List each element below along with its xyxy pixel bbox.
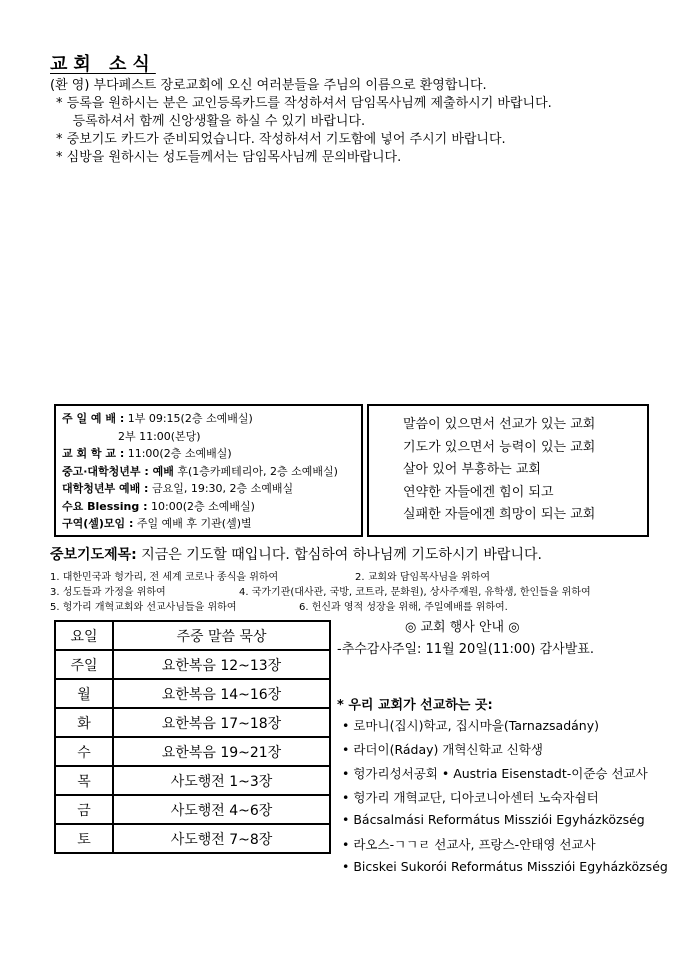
mission-item: • 헝가리 개혁교단, 디아코니아센터 노숙자쉼터: [342, 790, 599, 805]
prayer-heading: 중보기도제목: 지금은 기도할 때입니다. 합심하여 하나님께 기도하시기 바랍니다.: [50, 547, 542, 563]
motto-line: 기도가 있으면서 능력이 있는 교회: [403, 439, 596, 455]
welcome-line: [50, 77, 487, 95]
church-motto-box: [367, 404, 649, 537]
weekly-reading-table: [54, 620, 331, 854]
schedule-row: 2부 11:00(본당): [62, 429, 201, 443]
welcome-text: 부다페스트 장로교회에 오신 여러분들을 주님의 이름으로 환영합니다.: [93, 78, 487, 93]
schedule-row: 대학청년부 예배 : 금요일, 19:30, 2층 소예배실: [62, 482, 294, 495]
worship-schedule-box: [54, 404, 363, 537]
table-row: 주일 요한복음 12~13장: [55, 650, 330, 679]
prayer-row: 5. 헝가리 개혁교회와 선교사님들을 위하여 6. 헌신과 영적 성장을 위해, 주일예배를 위하여.: [50, 602, 508, 613]
mission-item: • Bicskei Sukorói Református Missziói Egyházközség: [342, 859, 668, 874]
schedule-row: 구역(셀)모임 : 주일 예배 후 기관(셀)별: [62, 517, 252, 530]
table-row: 금 사도행전 4~6장: [55, 795, 330, 824]
notice-item: * 등록을 원하시는 분은 교인등록카드를 작성하셔서 담임목사님께 제출하시기 바랍니다.: [56, 96, 552, 111]
schedule-row: 중고·대학청년부 : 예배 후(1층카페테리아, 2층 소예배실): [62, 464, 338, 478]
notice-item: * 심방을 원하시는 성도들께서는 담임목사님께 문의바랍니다.: [56, 150, 402, 165]
mission-item: • 로마니(집시)학교, 집시마을(Tarnazsadány): [342, 718, 600, 733]
table-row: 수 요한복음 19~21장: [55, 737, 330, 766]
schedule-row: 수요 Blessing : 10:00(2층 소예배실): [62, 499, 255, 513]
header-reading: 주중 말씀 묵상: [113, 621, 330, 650]
schedule-row: 주 일 예 배 : 1부 09:15(2층 소예배실): [62, 412, 253, 425]
page-title: 교회 소식: [50, 54, 156, 75]
mission-item: • Bácsalmási Református Missziói Egyházközség: [342, 812, 645, 827]
motto-line: 연약한 자들에겐 힘이 되고: [403, 484, 554, 500]
table-header-row: [55, 621, 330, 650]
prayer-row: 1. 대한민국과 헝가리, 전 세계 코로나 종식을 위하여 2. 교회와 담임목사님을 위하여: [50, 572, 490, 583]
notice-item: * 중보기도 카드가 준비되었습니다. 작성하셔서 기도함에 넣어 주시기 바랍니다.: [56, 132, 506, 147]
schedule-row: 교 회 학 교 : 11:00(2층 소예배실): [62, 447, 232, 460]
motto-line: 실패한 자들에겐 희망이 되는 교회: [403, 507, 596, 522]
mission-item: • 라더이(Ráday) 개혁신학교 신학생: [342, 742, 543, 757]
events-heading: ◎ 교회 행사 안내 ◎: [405, 620, 520, 635]
table-row: 목 사도행전 1~3장: [55, 766, 330, 795]
notice-item: 등록하셔서 함께 신앙생활을 하실 수 있기 바랍니다.: [56, 114, 366, 129]
table-row: 화 요한복음 17~18장: [55, 708, 330, 737]
mission-item: • 라오스-ㄱㄱㄹ 선교사, 프랑스-안태영 선교사: [342, 837, 596, 852]
header-day: 요일: [55, 621, 113, 650]
mission-heading: * 우리 교회가 선교하는 곳:: [337, 698, 493, 713]
thanksgiving-notice: -추수감사주일: 11월 20일(11:00) 감사발표.: [337, 642, 594, 657]
motto-line: 살아 있어 부흥하는 교회: [403, 462, 541, 477]
prayer-row: 3. 성도들과 가정을 위하여 4. 국가기관(대사관, 국방, 코트라, 문화원), 상사주재원, 유학생, 한인들을 위하여: [50, 587, 591, 598]
motto-line: 말씀이 있으면서 선교가 있는 교회: [403, 417, 596, 432]
mission-item: • 헝가리성서공회 • Austria Eisenstadt-이준승 선교사: [342, 766, 648, 781]
welcome-tag: (환 영): [50, 78, 90, 93]
table-row: 토 사도행전 7~8장: [55, 824, 330, 853]
table-row: 월 요한복음 14~16장: [55, 679, 330, 708]
